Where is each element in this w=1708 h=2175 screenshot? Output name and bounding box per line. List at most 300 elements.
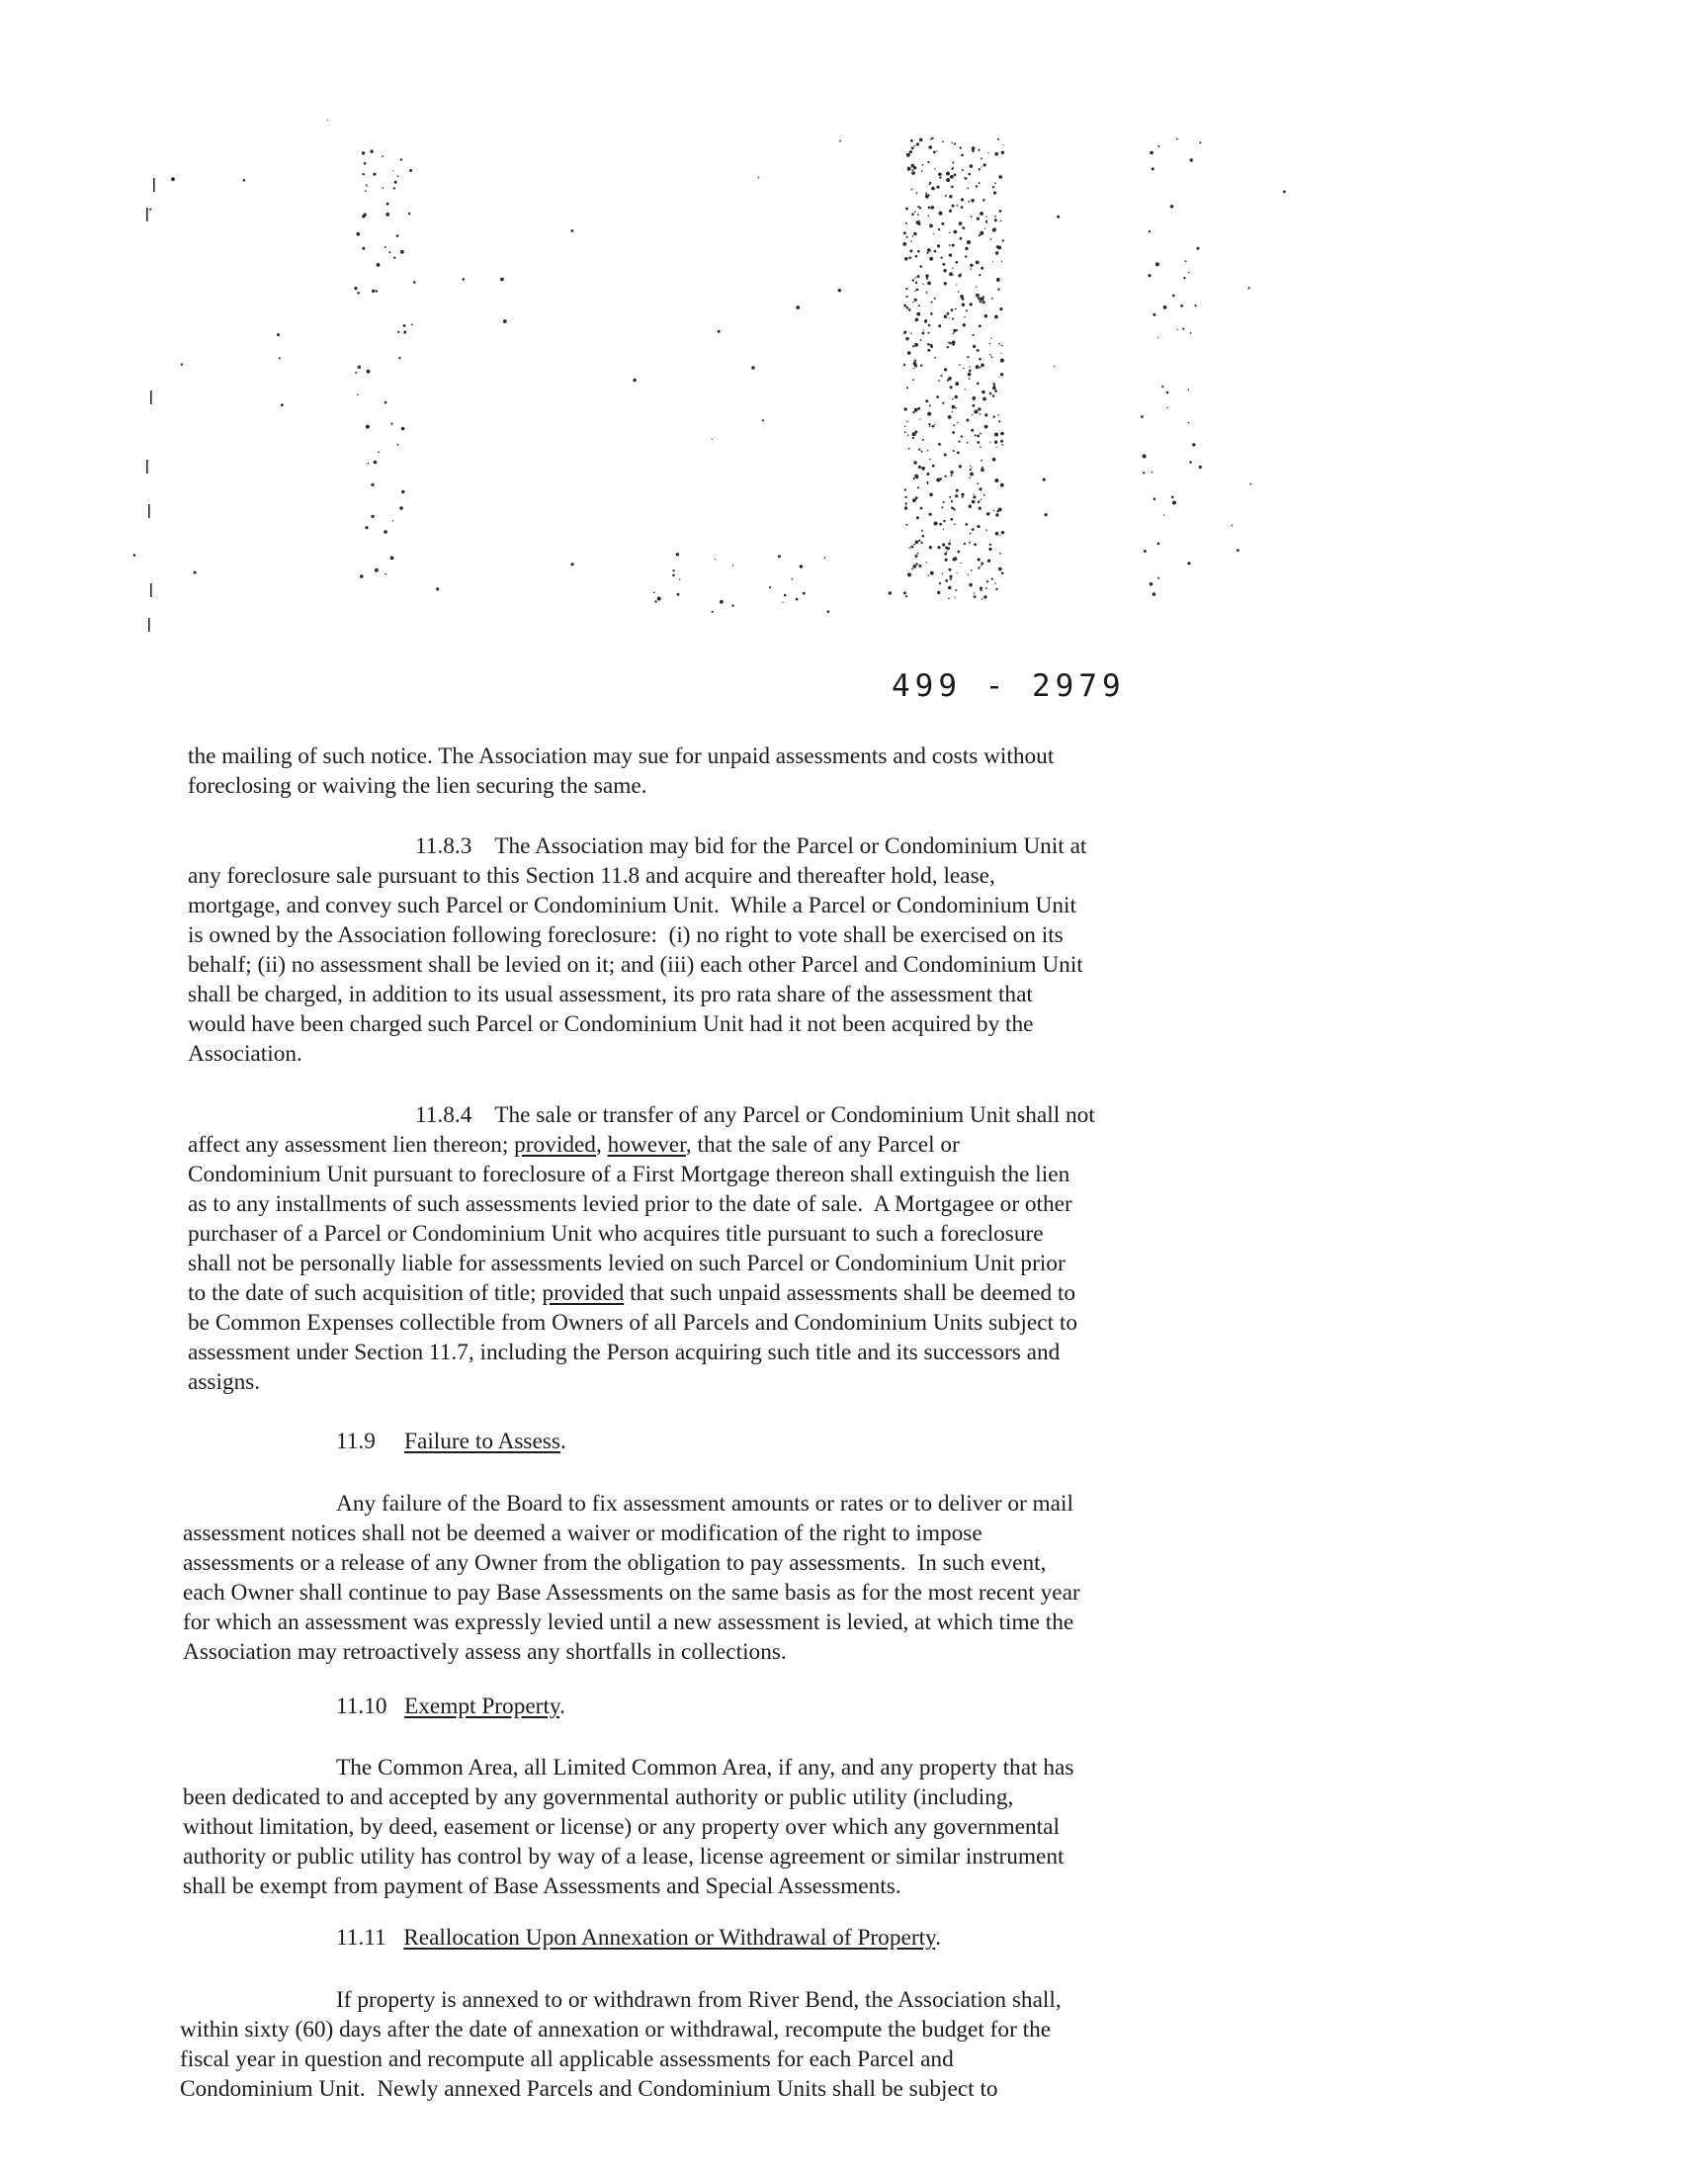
noise-speck [992,386,996,390]
noise-speck [965,389,966,390]
text-line: been dedicated to and accepted by any governmental authority or public utility (including, [183,1784,1014,1810]
noise-speck [981,565,982,566]
noise-speck [1283,191,1286,194]
noise-speck [1249,483,1251,485]
noise-speck [947,312,950,315]
noise-speck [998,508,1002,512]
noise-speck [985,587,987,589]
noise-speck [943,269,946,272]
noise-speck [981,364,984,368]
noise-speck [401,490,404,493]
noise-speck [999,535,1000,536]
noise-speck [919,138,923,142]
noise-speck [938,443,941,446]
noise-speck [981,157,982,159]
noise-speck [963,323,966,326]
noise-speck [382,155,384,157]
noise-speck [930,312,933,315]
noise-speck [962,496,964,498]
noise-speck [732,565,733,566]
noise-speck [409,169,412,172]
noise-speck [1148,274,1151,277]
noise-speck [907,167,911,171]
noise-speck [917,250,920,253]
noise-speck [1001,353,1002,354]
noise-speck [984,425,988,429]
noise-speck [981,166,982,167]
noise-speck [357,292,360,295]
noise-speck [937,546,940,549]
text-line: Condominium Unit pursuant to foreclosure of a First Mortgage thereon shall extinguish the lien [188,1162,1070,1187]
noise-speck [926,562,927,563]
noise-speck [905,208,908,211]
noise-speck [367,370,371,374]
noise-speck [907,435,909,437]
text-line: to the date of such acquisition of title; provided that such unpaid assessments shall be deemed to [188,1280,1076,1306]
noise-speck [951,186,954,189]
noise-speck [925,195,929,199]
noise-speck [913,544,915,546]
noise-speck [995,588,997,590]
noise-speck [912,235,914,237]
noise-speck [997,414,999,416]
noise-speck [993,415,995,417]
noise-speck [676,553,679,556]
noise-speck [1163,514,1164,515]
noise-speck [392,520,393,521]
noise-speck [1157,145,1159,147]
noise-speck [956,407,958,409]
noise-speck [907,351,911,355]
noise-speck [920,507,923,510]
noise-speck [363,173,365,175]
noise-speck [913,478,915,479]
noise-speck [918,449,920,451]
noise-speck [915,291,916,292]
noise-speck [979,274,981,276]
noise-speck [955,494,958,497]
noise-speck [913,368,914,369]
noise-speck [950,518,953,521]
noise-speck [968,373,972,377]
noise-speck [386,203,389,206]
noise-speck [952,317,954,319]
noise-speck [992,394,995,397]
noise-speck [917,214,919,216]
scan-noise-artifacts [0,0,1708,692]
noise-speck [945,547,948,550]
noise-speck [1190,158,1193,161]
noise-speck [974,593,975,594]
noise-speck [973,334,975,336]
noise-speck [915,496,918,499]
text-line: Association. [188,1041,302,1067]
noise-speck [910,139,913,142]
noise-speck [954,524,956,526]
noise-speck [959,364,961,366]
noise-speck [951,500,953,502]
noise-speck [912,498,916,502]
noise-speck [962,304,965,306]
noise-speck [1188,389,1190,391]
noise-speck [952,244,955,247]
noise-speck [934,357,936,359]
noise-speck [946,172,950,176]
noise-speck [916,289,919,292]
text-line: be Common Expenses collectible from Owners of all Parcels and Condominium Units subject to [188,1310,1078,1336]
section-number: 11.11 [336,1925,386,1951]
noise-speck [133,554,136,557]
noise-speck [914,277,915,278]
noise-speck [911,169,913,171]
noise-speck [923,329,924,330]
noise-speck [397,176,399,178]
noise-speck [905,288,907,290]
noise-speck [906,296,908,298]
noise-speck [952,343,955,346]
noise-speck [972,500,976,504]
noise-speck [914,212,916,214]
noise-speck [279,357,281,359]
noise-speck [915,555,918,558]
noise-speck [975,434,977,436]
noise-speck [929,224,933,228]
noise-speck [1188,272,1190,274]
noise-speck [934,522,938,526]
noise-speck [956,489,959,492]
noise-speck [1166,392,1169,394]
noise-speck [969,370,972,373]
noise-speck [929,513,932,516]
noise-speck [384,401,387,404]
noise-speck [372,515,375,518]
noise-speck [960,237,963,240]
noise-speck [1001,345,1003,347]
noise-speck [987,560,990,563]
noise-speck [981,499,982,501]
noise-speck [1161,386,1163,388]
noise-speck [951,507,953,509]
noise-speck [366,185,368,187]
noise-speck [967,240,971,244]
noise-speck [915,255,918,258]
noise-speck [796,305,800,309]
noise-speck [985,530,987,532]
noise-speck [993,385,995,387]
noise-speck [1188,422,1189,423]
noise-speck [924,319,927,322]
noise-speck [904,426,905,427]
noise-speck [951,308,954,311]
noise-speck [904,257,908,261]
noise-speck [976,287,977,288]
noise-speck [937,591,940,594]
noise-speck [936,186,939,189]
noise-speck [916,516,919,519]
noise-speck [392,170,393,171]
noise-speck [1143,472,1145,474]
text-line: for which an assessment was expressly levied until a new assessment is levied, at which time the [183,1610,1074,1635]
noise-speck [915,318,919,322]
noise-speck [903,304,906,307]
noise-speck [930,571,934,575]
noise-speck [912,565,916,568]
noise-speck [911,213,914,216]
page-number: 499 - 2979 [892,668,1126,704]
noise-speck [1199,466,1202,469]
noise-speck [914,299,917,302]
noise-speck [926,278,928,280]
noise-speck [989,354,991,356]
noise-speck [969,583,973,587]
noise-speck [955,308,957,310]
noise-speck [1153,313,1155,316]
noise-speck [571,229,574,232]
noise-speck [947,380,949,382]
noise-speck [715,559,716,560]
noise-speck [958,292,960,294]
noise-speck [919,265,922,268]
noise-speck [994,152,998,156]
noise-speck [950,342,952,344]
noise-speck [358,366,361,369]
noise-speck [1189,461,1192,464]
noise-speck [993,192,996,195]
noise-speck [503,319,507,323]
noise-speck [921,535,924,538]
noise-tick [146,208,148,221]
noise-speck [1180,304,1183,307]
noise-speck [921,451,923,453]
noise-speck [1144,550,1147,553]
noise-speck [997,289,999,291]
noise-speck [712,439,713,440]
noise-speck [1176,138,1178,140]
noise-speck [986,222,988,224]
noise-speck [408,213,410,215]
noise-speck [1248,287,1250,289]
noise-speck [1170,205,1173,208]
noise-speck [917,275,920,278]
noise-speck [796,598,799,601]
noise-speck [960,273,962,275]
noise-speck [979,234,981,236]
noise-speck [944,476,946,478]
section-11-8-3-heading-line: 11.8.3 The Association may bid for the Parcel or Condominium Unit at [415,833,1087,859]
noise-speck [927,473,930,476]
noise-speck [653,592,655,594]
noise-speck [1001,531,1004,534]
noise-speck [981,468,984,472]
noise-speck [979,182,981,184]
noise-speck [925,399,928,402]
noise-speck [970,268,972,270]
noise-speck [1054,366,1055,367]
noise-speck [910,240,912,242]
noise-speck [1001,572,1004,575]
noise-speck [1172,295,1175,298]
noise-speck [994,216,996,218]
noise-speck [929,184,930,185]
noise-speck [942,141,944,143]
noise-speck [1171,496,1174,499]
noise-speck [365,190,367,192]
noise-speck [971,429,974,432]
noise-speck [998,175,1002,179]
noise-speck [980,212,983,216]
noise-speck [979,358,982,361]
noise-speck [983,494,985,496]
noise-speck [941,506,943,508]
noise-speck [972,149,975,152]
noise-speck [912,345,914,347]
noise-speck [1001,261,1002,262]
noise-speck [1000,220,1002,222]
noise-speck [1143,455,1147,459]
text-line: each Owner shall continue to pay Base Assessments on the same basis as for the most recent year [183,1580,1080,1606]
noise-speck [903,364,905,366]
text-line: shall not be personally liable for assessments levied on such Parcel or Condominium Unit prior [188,1251,1066,1276]
section-number: 11.10 [336,1694,387,1719]
noise-speck [951,475,953,477]
noise-speck [929,546,932,549]
noise-speck [384,573,386,575]
noise-speck [981,298,984,302]
noise-speck [977,349,980,352]
noise-tick [150,391,152,404]
noise-speck [382,187,384,189]
noise-speck [929,459,931,461]
noise-speck [933,233,934,234]
noise-speck [911,147,914,150]
noise-speck [921,170,923,172]
noise-speck [378,451,380,453]
noise-speck [955,395,958,398]
noise-speck [393,187,395,189]
noise-speck [905,337,908,340]
noise-speck [914,145,916,147]
noise-speck [952,411,953,412]
noise-speck [1157,577,1159,579]
text-line: If property is annexed to or withdrawn from River Bend, the Association shall, [336,1987,1062,2013]
noise-tick [153,178,155,192]
noise-speck [934,424,935,425]
text-line: assigns. [188,1369,261,1395]
noise-speck [959,221,963,225]
noise-speck [654,600,656,602]
noise-speck [396,234,399,237]
section-title: Exempt Property [404,1694,560,1719]
noise-speck [902,242,906,246]
noise-speck [889,591,892,594]
noise-speck [928,332,930,334]
noise-speck [936,478,940,482]
noise-speck [903,591,906,594]
noise-speck [917,407,920,410]
text-line: shall be charged, in addition to its usual assessment, its pro rata share of the assessment that [188,982,1033,1007]
noise-speck [991,298,993,300]
noise-speck [827,610,830,613]
noise-speck [998,343,1000,345]
noise-speck [944,368,947,371]
noise-speck [984,228,985,229]
noise-speck [393,257,395,259]
noise-speck [922,332,925,335]
noise-speck [171,177,175,181]
noise-speck [931,206,935,210]
noise-speck [980,413,982,415]
noise-speck [633,379,636,382]
noise-speck [769,586,771,588]
noise-speck [914,365,917,368]
noise-speck [928,575,930,577]
noise-speck [976,185,978,187]
noise-speck [1185,260,1187,262]
noise-speck [1152,167,1154,170]
noise-speck [994,218,997,221]
text-line: behalf; (ii) no assessment shall be levied on it; and (iii) each other Parcel and Condominium Unit [188,952,1083,978]
text-line: assessment notices shall not be deemed a waiver or modification of the right to impose [183,1521,982,1546]
noise-speck [384,246,386,248]
noise-speck [979,168,981,170]
noise-speck [949,210,952,213]
noise-tick [148,618,150,632]
noise-speck [368,463,370,465]
noise-speck [998,420,1000,422]
noise-speck [948,598,950,600]
noise-speck [977,383,980,386]
provided-term: provided [514,1132,596,1158]
noise-speck [999,210,1002,213]
noise-speck [920,365,922,367]
noise-speck [931,302,933,304]
noise-speck [922,439,924,441]
noise-speck [778,555,781,558]
noise-speck [942,543,945,546]
noise-speck [991,356,993,358]
noise-speck [937,244,940,247]
noise-speck [978,298,981,301]
noise-speck [930,138,932,140]
noise-speck [992,458,996,462]
noise-speck [961,154,964,157]
noise-speck [824,558,826,560]
noise-speck [955,382,959,386]
noise-speck [982,598,983,600]
noise-speck [931,187,935,191]
noise-speck [362,151,365,154]
noise-speck [906,387,908,389]
noise-speck [959,465,962,468]
text-line: shall be exempt from payment of Base Assessments and Special Assessments. [183,1873,901,1899]
noise-speck [934,298,936,300]
noise-speck [913,461,916,464]
noise-speck [969,378,971,380]
noise-speck [949,195,952,198]
noise-speck [989,544,991,546]
noise-speck [944,282,947,285]
noise-speck [947,346,949,348]
noise-speck [938,173,942,177]
noise-speck [932,465,935,468]
noise-speck [357,232,361,236]
noise-speck [971,569,973,571]
noise-speck [940,478,942,479]
noise-speck [985,220,987,222]
noise-speck [784,594,787,597]
noise-speck [939,523,942,526]
noise-speck [800,565,804,568]
